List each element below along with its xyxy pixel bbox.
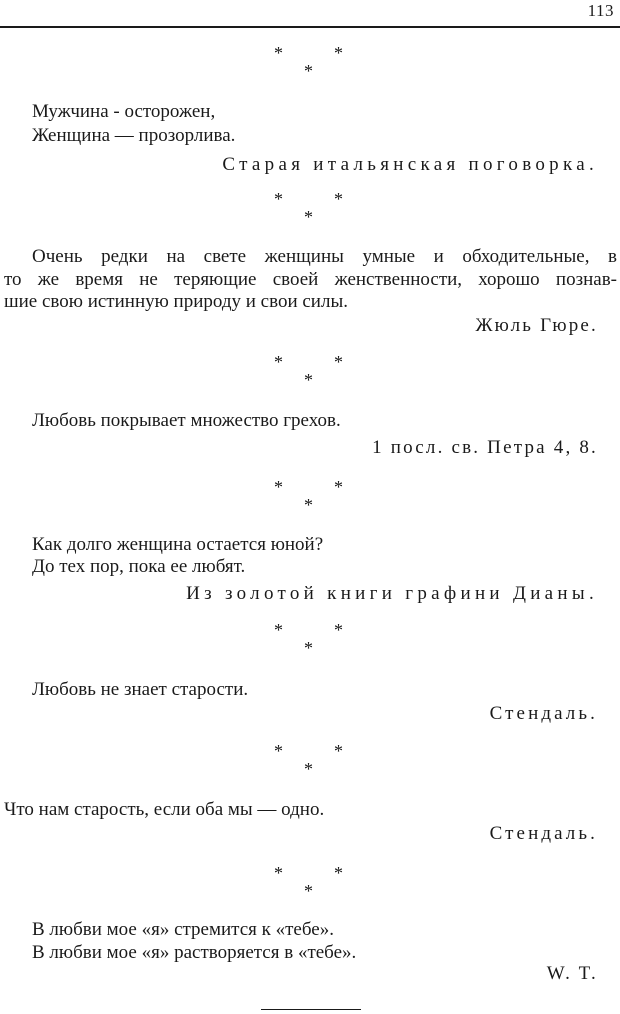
asterism-star: * xyxy=(274,43,283,63)
asterism-star: * xyxy=(274,477,283,497)
asterism-star: * xyxy=(334,863,343,883)
asterism-star: * xyxy=(274,620,283,640)
quote-attribution: Стендаль. xyxy=(489,703,598,724)
quote-line: Женщина — прозорлива. xyxy=(32,125,236,146)
asterism-star: * xyxy=(334,352,343,372)
asterism-star: * xyxy=(274,741,283,761)
quote-attribution: Жюль Гюре. xyxy=(475,315,598,336)
quote-attribution: W. T. xyxy=(546,963,598,984)
asterism-divider xyxy=(260,742,350,782)
asterism-star: * xyxy=(304,495,313,515)
asterism-star: * xyxy=(304,759,313,779)
quote-line: Любовь не знает старости. xyxy=(32,679,249,700)
quote-line: шие свою истинную природу и свои силы. xyxy=(4,291,348,312)
asterism-star: * xyxy=(304,207,313,227)
quote-line: Мужчина - осторожен, xyxy=(32,101,216,122)
asterism-divider xyxy=(260,190,350,230)
asterism-divider xyxy=(260,353,350,393)
header-rule xyxy=(0,26,620,28)
quote-line: Очень редки на свете женщины умные и обходительные, в xyxy=(32,246,617,267)
asterism-divider xyxy=(260,864,350,904)
asterism-star: * xyxy=(304,881,313,901)
quote-line: Как долго женщина остается юной? xyxy=(32,534,324,555)
asterism-star: * xyxy=(304,370,313,390)
asterism-star: * xyxy=(274,863,283,883)
asterism-star: * xyxy=(334,43,343,63)
asterism-star: * xyxy=(304,638,313,658)
asterism-divider xyxy=(260,478,350,518)
page-number: 113 xyxy=(587,1,614,20)
asterism-star: * xyxy=(334,189,343,209)
asterism-divider xyxy=(260,44,350,84)
quote-attribution: Из золотой книги графини Дианы. xyxy=(186,583,598,604)
asterism-star: * xyxy=(304,61,313,81)
asterism-divider xyxy=(260,621,350,661)
asterism-star: * xyxy=(274,189,283,209)
quote-line: В любви мое «я» стремится к «тебе». xyxy=(32,919,334,940)
asterism-star: * xyxy=(334,477,343,497)
footer-rule xyxy=(261,1009,361,1010)
quote-attribution: Стендаль. xyxy=(489,823,598,844)
asterism-star: * xyxy=(334,620,343,640)
quote-line: До тех пор, пока ее любят. xyxy=(32,556,246,577)
quote-line: то же время не теряющие своей женственности, хорошо познав- xyxy=(4,269,617,290)
asterism-star: * xyxy=(334,741,343,761)
quote-line: Что нам старость, если оба мы — одно. xyxy=(4,799,325,820)
quote-line: Любовь покрывает множество грехов. xyxy=(32,410,341,431)
quote-attribution: 1 посл. св. Петра 4, 8. xyxy=(372,437,598,458)
quote-attribution: Старая итальянская поговорка. xyxy=(222,154,598,175)
asterism-star: * xyxy=(274,352,283,372)
quote-line: В любви мое «я» растворяется в «тебе». xyxy=(32,942,357,963)
